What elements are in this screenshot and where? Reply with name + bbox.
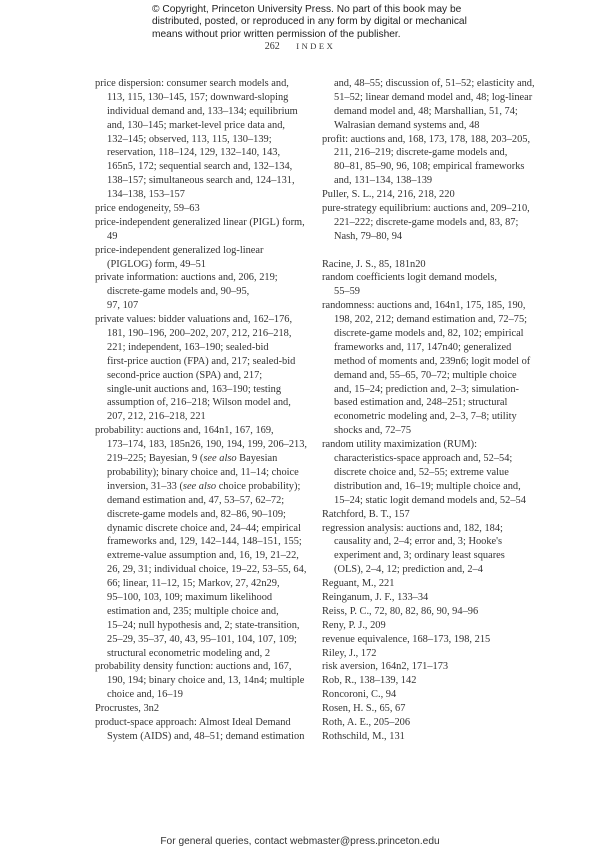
- text-segment: choice probability);: [216, 480, 301, 492]
- index-entry: [95, 702, 307, 716]
- index-entry-line: second-price auction (SPA) and, 217;: [107, 369, 263, 381]
- index-entry-line: 132–145; observed, 113, 115, 130–139;: [107, 133, 272, 145]
- index-entry: [322, 577, 535, 591]
- cross-reference-label: see also: [182, 480, 217, 492]
- index-entry-line: Rothschild, M., 131: [322, 730, 405, 742]
- index-entry-line: 26, 29, 31; individual choice, 19–22, 53–55, 64,: [107, 564, 307, 576]
- index-entry: [322, 508, 535, 522]
- index-entry-line: 49: [107, 230, 118, 242]
- index-entry-line: 97, 107: [107, 300, 139, 312]
- index-entry: [95, 660, 307, 702]
- index-entry-line: and, 131–134, 138–139: [334, 175, 433, 187]
- index-entry: [95, 244, 307, 272]
- index-entry-line: (OLS), 2–4, 12; prediction and, 2–4: [334, 564, 483, 576]
- index-entry-line: 211, 216–219; discrete-game models and,: [334, 147, 508, 159]
- index-entry-line: assumption of, 216–218; Wilson model and,: [107, 397, 291, 409]
- index-entry-line: frameworks and, 129, 142–144, 148–151, 155;: [107, 536, 302, 548]
- page-number: 262: [264, 41, 280, 52]
- copyright-line: distributed, posted, or reproduced in any form by digital or mechanical: [152, 16, 467, 28]
- index-entry-line: Puller, S. L., 214, 216, 218, 220: [322, 189, 455, 201]
- index-entry: [322, 688, 535, 702]
- running-header: [0, 41, 600, 52]
- index-entry-line: probability: auctions and, 164n1, 167, 169,: [95, 425, 274, 437]
- index-entry: [322, 258, 535, 272]
- copyright-line: © Copyright, Princeton University Press. No part of this book may be: [152, 4, 462, 15]
- index-entry-line: [95, 480, 307, 494]
- index-entry-line: System (AIDS) and, 48–51; demand estimation: [107, 730, 305, 742]
- index-entry-line: (PIGLOG) form, 49–51: [107, 258, 206, 270]
- index-entry-line: experiment and, 3; ordinary least squares: [334, 550, 505, 562]
- index-entry-line: 55–59: [334, 286, 360, 298]
- index-entry: [322, 619, 535, 633]
- index-entry-line: random coefficients logit demand models,: [322, 272, 497, 284]
- index-entry-line: Reiss, P. C., 72, 80, 82, 86, 90, 94–96: [322, 605, 479, 617]
- index-entry: [322, 522, 535, 578]
- index-entry: [95, 313, 307, 424]
- index-entry-line: demand estimation and, 47, 53–57, 62–72;: [107, 494, 285, 506]
- index-entry-line: price dispersion: consumer search models and,: [95, 78, 289, 89]
- copyright-notice: [152, 4, 467, 41]
- index-entry-line: Nash, 79–80, 94: [334, 230, 403, 242]
- index-entry: [322, 647, 535, 661]
- copyright-line: means without prior written permission of the publisher.: [152, 28, 401, 40]
- index-column-right: [322, 77, 535, 744]
- index-entry-line: price-independent generalized linear (PIGL) form,: [95, 216, 305, 228]
- index-entry-line: 15–24; null hypothesis and, 2; state-transition,: [107, 619, 300, 631]
- index-entry: [95, 716, 307, 744]
- index-entry-line: 165n5, 172; sequential search and, 132–134,: [107, 161, 293, 173]
- index-entry: [322, 77, 535, 133]
- index-entry-line: distribution and, 16–19; multiple choice and,: [334, 480, 521, 492]
- index-entry-line: price-independent generalized log-linear: [95, 244, 264, 256]
- index-entry-line: econometric modeling and, 2–3, 7–8; utility: [334, 411, 517, 423]
- index-entry: [322, 271, 535, 299]
- index-entry-line: based estimation and, 248–251; structural: [334, 397, 508, 409]
- index-entry-line: and, 48–55; discussion of, 51–52; elasticity and,: [334, 78, 535, 89]
- index-entry: [322, 633, 535, 647]
- index-entry-line: characteristics-space approach and, 52–54;: [334, 453, 513, 465]
- text-segment: Bayesian: [236, 453, 278, 465]
- index-entry-line: Rosen, H. S., 65, 67: [322, 703, 406, 715]
- index-entry: [322, 591, 535, 605]
- index-entry-line: revenue equivalence, 168–173, 198, 215: [322, 633, 491, 645]
- index-entry-line: 25–29, 35–37, 40, 43, 95–101, 104, 107, 109;: [107, 633, 297, 645]
- index-entry: [95, 77, 307, 202]
- index-entry: [322, 730, 535, 744]
- letter-break: [322, 244, 535, 258]
- index-entry-line: method of moments and, 239n6; logit model of: [334, 355, 531, 367]
- index-entry-line: Walrasian demand systems and, 48: [334, 119, 480, 131]
- index-entry-line: probability density function: auctions and, 167,: [95, 661, 292, 673]
- index-entry-line: and, 130–145; market-level price data and,: [107, 119, 286, 131]
- index-entry-line: Roth, A. E., 205–206: [322, 716, 411, 728]
- index-entry: [95, 271, 307, 313]
- index-entry-line: discrete-game models and, 82, 102; empirical: [334, 328, 524, 340]
- index-entry-line: first-price auction (FPA) and, 217; sealed-bid: [107, 355, 296, 367]
- index-entry: [95, 216, 307, 244]
- index-entry-line: 95–100, 103, 109; maximum likelihood: [107, 591, 273, 603]
- index-entry-line: Roncoroni, C., 94: [322, 689, 397, 701]
- index-entry: [95, 202, 307, 216]
- cross-reference-label: see also: [203, 453, 237, 465]
- index-entry-line: 15–24; static logit demand models and, 52–54: [334, 494, 526, 506]
- index-entry: [322, 716, 535, 730]
- index-entry-line: risk aversion, 164n2, 171–173: [322, 661, 449, 673]
- index-entry-line: 207, 212, 216–218, 221: [107, 411, 206, 423]
- index-entry-line: individual demand and, 133–134; equilibrium: [107, 105, 298, 117]
- index-entry-line: regression analysis: auctions and, 182, 184;: [322, 522, 503, 534]
- index-entry: [322, 674, 535, 688]
- index-entry-line: 134–138, 153–157: [107, 189, 185, 201]
- index-entry-line: demand model and, 48; Marshallian, 51, 74;: [334, 105, 518, 117]
- index-entry-line: reservation, 118–124, 129, 132–140, 143,: [107, 147, 281, 159]
- section-title: INDEX: [296, 41, 336, 51]
- footer-contact: For general queries, contact webmaster@press.princeton.edu: [160, 836, 440, 847]
- index-entry-line: 190, 194; binary choice and, 13, 14n4; multiple: [107, 675, 305, 687]
- index-entry: [322, 702, 535, 716]
- index-column-left: [95, 77, 307, 744]
- index-entry-line: Reny, P. J., 209: [322, 619, 386, 631]
- index-entry-line: 221–222; discrete-game models and, 83, 87;: [334, 216, 519, 228]
- index-entry-line: random utility maximization (RUM):: [322, 439, 477, 451]
- index-entry-line: discrete-game models and, 82–86, 90–109;: [107, 508, 286, 520]
- index-entry-line: Procrustes, 3n2: [95, 703, 160, 715]
- index-entry: [322, 133, 535, 189]
- index-entry: [322, 299, 535, 438]
- index-entry-line: price endogeneity, 59–63: [95, 203, 200, 215]
- index-entry-line: Reinganum, J. F., 133–34: [322, 591, 429, 603]
- index-entry-line: Riley, J., 172: [322, 647, 377, 659]
- index-entry-line: causality and, 2–4; error and, 3; Hooke's: [334, 536, 503, 548]
- index-entry-line: extreme-value assumption and, 16, 19, 21–22,: [107, 550, 299, 562]
- text-segment: inversion, 31–33 (: [107, 480, 183, 492]
- index-entry-line: estimation and, 235; multiple choice and,: [107, 605, 279, 617]
- index-entry-line: Racine, J. S., 85, 181n20: [322, 258, 426, 270]
- index-entry: [322, 605, 535, 619]
- index-entry-line: pure-strategy equilibrium: auctions and, 209–210,: [322, 203, 530, 215]
- index-entry-line: Rob, R., 138–139, 142: [322, 675, 417, 687]
- index-entry-line: frameworks and, 117, 147n40; generalized: [334, 341, 512, 353]
- index-entry-line: dynamic discrete choice and, 24–44; empirical: [107, 522, 301, 534]
- index-entry-line: and, 15–24; prediction and, 2–3; simulation-: [334, 383, 519, 395]
- index-entry-line: discrete choice and, 52–55; extreme value: [334, 466, 509, 478]
- index-entry-line: 181, 190–196, 200–202, 207, 212, 216–218,: [107, 328, 292, 340]
- index-entry-line: 51–52; linear demand model and, 48; log-linear: [334, 91, 533, 103]
- index-entry-line: Reguant, M., 221: [322, 578, 395, 590]
- index-entry: [95, 424, 307, 660]
- index-entry-line: 66; linear, 11–12, 15; Markov, 27, 42n29,: [107, 578, 280, 590]
- index-entry-line: 198, 202, 212; demand estimation and, 72–75;: [334, 314, 528, 326]
- index-entry: [322, 660, 535, 674]
- index-entry-line: shocks and, 72–75: [334, 425, 412, 437]
- index-entry-line: choice and, 16–19: [107, 689, 183, 701]
- index-entry-line: 173–174, 183, 185n26, 190, 194, 199, 206–213,: [107, 439, 308, 451]
- index-entry-line: 138–157; simultaneous search and, 124–131,: [107, 175, 295, 187]
- index-entry-line: 80–81, 85–90, 96, 108; empirical frameworks: [334, 161, 525, 173]
- index-entry-line: private values: bidder valuations and, 162–176,: [95, 314, 293, 326]
- index-entry-line: 113, 115, 130–145, 157; downward-sloping: [107, 91, 289, 103]
- index-entry: [322, 438, 535, 507]
- index-entry-line: Ratchford, B. T., 157: [322, 508, 410, 520]
- index-entry-line: single-unit auctions and, 163–190; testing: [107, 383, 282, 395]
- index-entry-line: probability); binary choice and, 11–14; choice: [107, 466, 299, 478]
- index-entry: [322, 188, 535, 202]
- index-entry-line: product-space approach: Almost Ideal Demand: [95, 716, 291, 728]
- index-entry-line: [95, 452, 307, 466]
- index-entry: [322, 202, 535, 244]
- text-segment: 219–225; Bayesian, 9 (: [107, 453, 204, 465]
- index-entry-line: 221; independent, 163–190; sealed-bid: [107, 341, 269, 353]
- index-entry-line: structural econometric modeling and, 2: [107, 647, 271, 659]
- index-entry-line: private information: auctions and, 206, 219;: [95, 272, 278, 284]
- index-entry-line: demand and, 55–65, 70–72; multiple choice: [334, 369, 517, 381]
- index-entry-line: randomness: auctions and, 164n1, 175, 185, 190,: [322, 300, 526, 312]
- index-entry-line: profit: auctions and, 168, 173, 178, 188, 203–205,: [322, 133, 531, 145]
- index-entry-line: discrete-game models and, 90–95,: [107, 286, 250, 298]
